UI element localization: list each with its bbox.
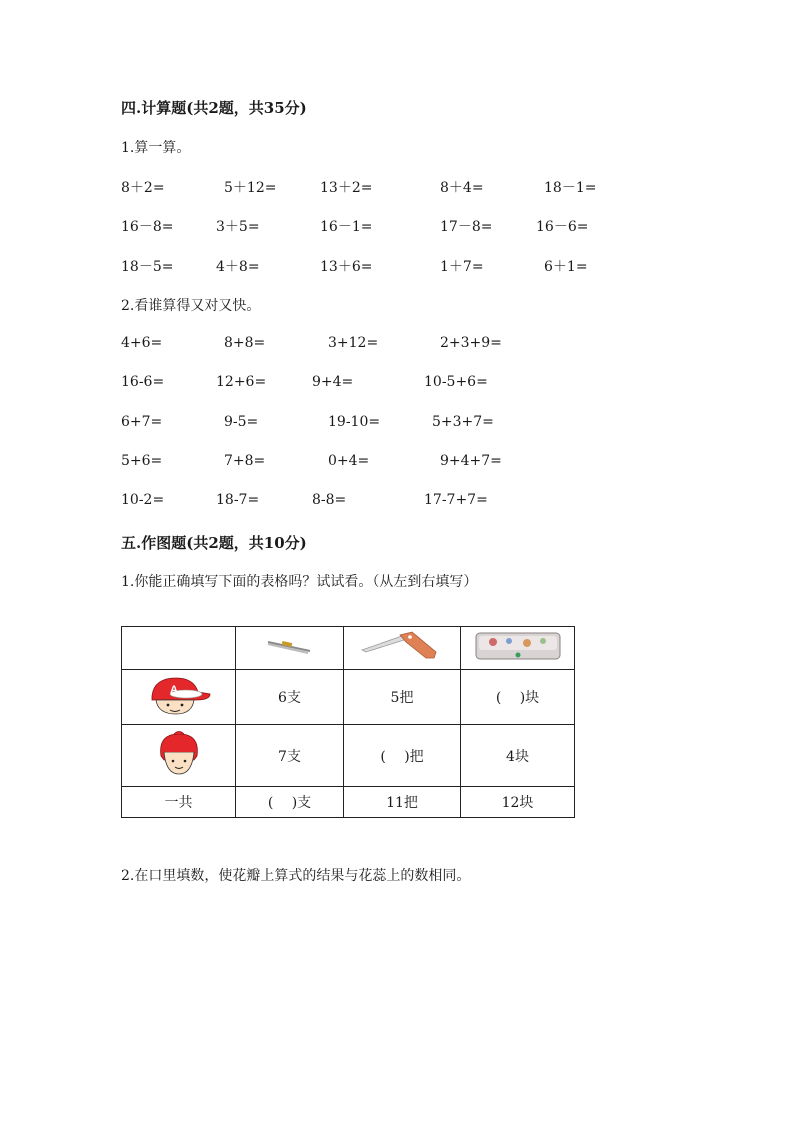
calc-item: 6+7= (121, 414, 163, 430)
calc-item: 7+8= (224, 453, 266, 469)
calc-item: 0+4= (328, 453, 370, 469)
calc-item: 17－8= (440, 219, 493, 235)
calc-item: 18－5= (121, 259, 174, 275)
calc-item: 13＋2= (320, 180, 373, 196)
section-4-heading: 四.计算题(共2题，共35分) (121, 99, 307, 117)
calc-item: 10-5+6= (424, 374, 488, 390)
pen-icon (260, 633, 320, 659)
calc-item: 10-2= (121, 492, 165, 508)
table-corner-cell (122, 627, 236, 670)
knife-icon (356, 628, 448, 664)
pencil-case-cell (461, 627, 575, 670)
table-cell: 12块 (461, 787, 575, 818)
table-cell: 7支 (236, 725, 344, 787)
pencil-case-icon (473, 629, 563, 663)
answer-blank-cell[interactable]: ( )块 (461, 670, 575, 725)
table-header-row (122, 627, 575, 670)
calc-item: 8＋2= (121, 180, 165, 196)
total-row (122, 787, 575, 818)
calc-item: 1＋7= (440, 259, 484, 275)
boy-avatar-icon (146, 674, 212, 716)
calc-item: 3+12= (328, 335, 379, 351)
calc-item: 6＋1= (544, 259, 588, 275)
calc-item: 17-7+7= (424, 492, 488, 508)
calc-item: 16－1= (320, 219, 373, 235)
table-cell: 11把 (344, 787, 461, 818)
answer-blank-cell[interactable]: ( )把 (344, 725, 461, 787)
boy-row (122, 670, 575, 725)
fill-in-table (121, 626, 575, 818)
calc-item: 19-10= (328, 414, 381, 430)
calc-item: 5＋12= (224, 180, 277, 196)
answer-blank-cell[interactable]: ( )支 (236, 787, 344, 818)
calc-item: 2+3+9= (440, 335, 502, 351)
total-label-cell: 一共 (122, 787, 236, 818)
calc-item: 9+4+7= (440, 453, 502, 469)
calc-item: 3＋5= (216, 219, 260, 235)
calc-item: 4＋8= (216, 259, 260, 275)
girl-cell (122, 725, 236, 787)
table-cell: 6支 (236, 670, 344, 725)
question-1-prompt: 1.你能正确填写下面的表格吗？试试看。（从左到右填写） (121, 574, 478, 590)
calc-item: 4+6= (121, 335, 163, 351)
calc-item: 5+3+7= (432, 414, 494, 430)
calc-item: 18-7= (216, 492, 260, 508)
calc-item: 9+4= (312, 374, 354, 390)
calc-item: 13＋6= (320, 259, 373, 275)
girl-row (122, 725, 575, 787)
calc-item: 18－1= (544, 180, 597, 196)
question-2-prompt: 2.看谁算得又对又快。 (121, 298, 261, 314)
table-cell: 4块 (461, 725, 575, 787)
pen-cell (236, 627, 344, 670)
boy-cell (122, 670, 236, 725)
calc-item: 8-8= (312, 492, 347, 508)
calc-item: 16－8= (121, 219, 174, 235)
calc-item: 5+6= (121, 453, 163, 469)
question-2-prompt: 2.在口里填数，使花瓣上算式的结果与花蕊上的数相同。 (121, 868, 471, 884)
svg-text:A: A (169, 684, 178, 696)
calc-item: 8+8= (224, 335, 266, 351)
knife-cell (344, 627, 461, 670)
section-5-heading: 五.作图题(共2题，共10分) (121, 534, 307, 552)
calc-item: 12+6= (216, 374, 267, 390)
question-1-prompt: 1.算一算。 (121, 140, 191, 156)
calc-item: 8＋4= (440, 180, 484, 196)
table-cell: 5把 (344, 670, 461, 725)
calc-item: 16－6= (536, 219, 589, 235)
calc-item: 9-5= (224, 414, 259, 430)
calc-item: 16-6= (121, 374, 165, 390)
girl-avatar-icon (156, 730, 202, 778)
